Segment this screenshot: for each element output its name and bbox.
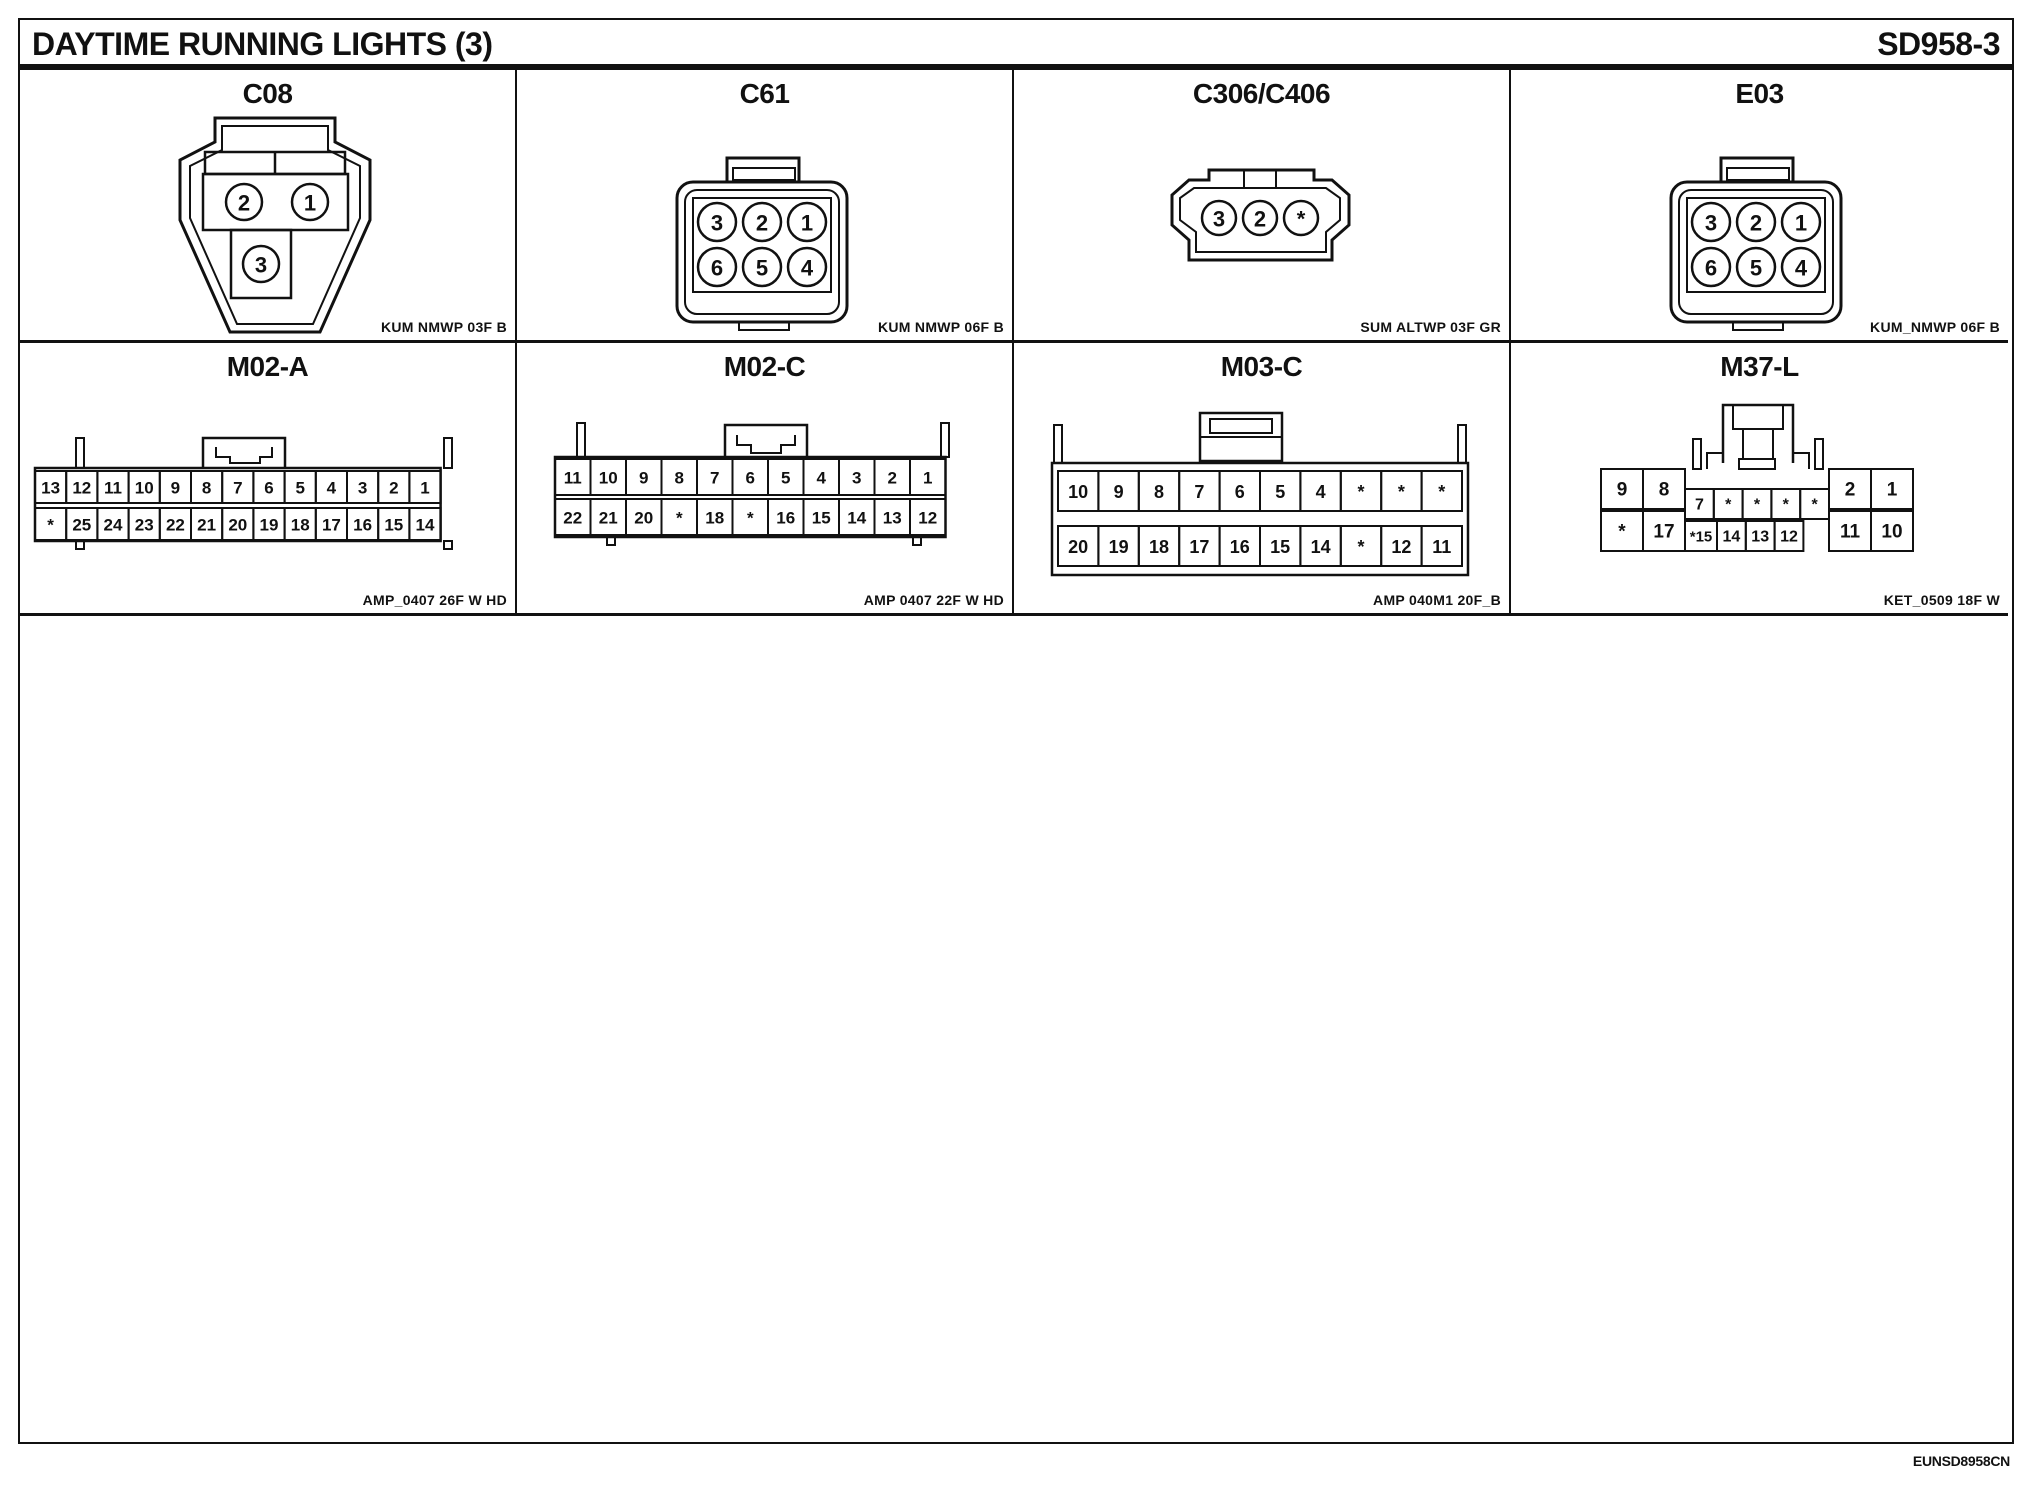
pin-label: 8 [201,478,212,498]
pin-label: 6 [1234,482,1245,502]
pin-label: 2 [1253,206,1267,232]
pin-label: 11 [1432,537,1452,557]
pin-label: 10 [1068,482,1089,502]
pin-label: 14 [847,508,867,528]
pin-label: 5 [295,478,305,498]
pin-label: 3 [710,210,724,236]
pin-label: * [1782,496,1789,514]
pin-label: 3 [357,478,368,498]
pin-label: 13 [41,478,61,498]
pin-label: * [675,508,683,528]
connector-c306-c406 [1014,70,1511,343]
pin-label: 10 [1881,521,1903,543]
pin-label: 13 [1751,528,1770,546]
pin-label: 3 [1212,206,1226,232]
pin-label: 7 [1194,482,1205,502]
pin-label: 16 [353,515,373,535]
pin-label: 18 [1148,537,1170,557]
connector-part-number: AMP 040M1 20F_B [1373,592,1501,608]
pin-label: 12 [1780,528,1798,546]
pin-label: 23 [134,515,154,535]
pin-label: 5 [781,468,791,488]
pin-label: 2 [1749,210,1763,236]
pin-label: *15 [1689,528,1713,546]
pin-label: 18 [290,515,310,535]
pin-label: * [1397,482,1405,502]
pin-label: * [1357,482,1365,502]
connector-name: M37-L [1720,351,1799,382]
pin-label: 21 [197,515,217,535]
pin-label: 11 [104,478,122,498]
pin-label: 19 [259,515,279,535]
pin-label: 7 [710,468,720,488]
pin-label: 15 [1270,537,1291,557]
pin-label: 6 [1704,255,1718,281]
diagram-sheet [18,18,2014,1444]
connector-name: C306/C406 [1192,78,1331,109]
pin-label: 8 [674,468,684,488]
pin-label: 1 [1886,479,1898,501]
pin-label: 20 [634,508,654,528]
pin-label: * [1438,482,1446,502]
pin-label: 3 [852,468,862,488]
pin-label: 7 [1694,496,1704,514]
pin-label: 24 [103,515,123,535]
connector-part-number: SUM ALTWP 03F GR [1360,319,1501,335]
connector-m37l-face [1511,343,2008,616]
connector-part-number: AMP_0407 26F W HD [362,592,507,608]
connector-name: C61 [739,78,790,109]
connector-name: M02-C [723,351,806,382]
pin-label: 5 [755,255,769,281]
pin-label: 12 [918,508,938,528]
pin-label: 9 [170,478,181,498]
pin-label: 10 [134,478,154,498]
pin-label: 4 [1794,255,1808,281]
pin-label: 3 [1704,210,1718,236]
pin-label: 9 [1113,482,1124,502]
sheet-code: SD958-3 [1877,26,2000,62]
pin-label: 17 [1189,537,1210,557]
pin-label: 14 [415,515,435,535]
connector-c08-face [20,70,517,343]
pin-label: 6 [745,468,755,488]
pin-label: 9 [1616,479,1628,501]
pin-label: 19 [1108,537,1129,557]
page-title: DAYTIME RUNNING LIGHTS (3) [32,26,493,62]
pin-label: 5 [1749,255,1763,281]
pin-label: 13 [882,508,902,528]
connector-c08 [20,70,517,343]
pin-label: * [1357,537,1365,557]
pin-label: 20 [1068,537,1089,557]
pin-label: 1 [303,190,317,216]
connector-name: M02-A [226,351,309,382]
pin-label: 11 [1839,521,1861,543]
pin-label: 2 [755,210,769,236]
pin-label: 1 [420,478,430,498]
pin-label: 16 [776,508,796,528]
connector-c306-face [1014,70,1511,343]
connector-name: E03 [1735,78,1784,109]
pin-label: * [1725,496,1732,514]
connector-m02c-face [517,343,1014,616]
connector-e03 [1511,70,2008,343]
pin-label: 11 [563,468,582,488]
pin-label: 2 [389,478,399,498]
connector-c61 [517,70,1014,343]
pin-label: 1 [1794,210,1808,236]
pin-label: * [1753,496,1761,514]
pin-label: 1 [923,468,933,488]
pin-label: 14 [1310,537,1331,557]
pin-label: 8 [1153,482,1165,502]
pin-label: 22 [165,515,185,535]
connector-part-number: KUM NMWP 06F B [877,319,1004,335]
connector-part-number: KUM NMWP 03F B [380,319,507,335]
pin-label: 9 [639,468,649,488]
pin-label: 6 [710,255,724,281]
pin-label: 2 [237,190,251,216]
pin-label: 25 [72,515,92,535]
connector-c61-face [517,70,1014,343]
pin-label: 14 [1722,528,1741,546]
pin-label: 17 [1653,521,1675,543]
connector-name: C08 [242,78,293,109]
pin-label: 17 [321,515,341,535]
connector-m02-c [517,343,1014,616]
connector-part-number: AMP 0407 22F W HD [863,592,1004,608]
pin-label: 12 [72,478,92,498]
pin-label: 2 [887,468,897,488]
connector-m02-a [20,343,517,616]
connector-name: M03-C [1220,351,1303,382]
pin-label: 21 [598,508,618,528]
pin-label: 12 [1391,537,1412,557]
pin-label: 4 [800,255,814,281]
pin-label: 4 [1315,482,1326,502]
connector-m37-l [1511,343,2008,616]
pin-label: 10 [598,468,618,488]
pin-label: * [47,515,54,535]
pin-label: 7 [233,478,243,498]
pin-label: 22 [563,508,583,528]
pin-label: 5 [1275,482,1286,502]
pin-label: 1 [800,210,814,236]
drawing-reference: EUNSD8958CN [1912,1453,2010,1469]
pin-label: 2 [1844,479,1856,501]
pin-label: 8 [1658,479,1670,501]
pin-label: * [746,508,754,528]
pin-label: 15 [384,515,404,535]
pin-label: * [1296,206,1306,232]
pin-label: 3 [254,252,268,278]
pin-label: * [1618,521,1626,543]
connector-m03-c [1014,343,1511,616]
pin-label: * [1811,496,1818,514]
pin-label: 18 [705,508,725,528]
pin-label: 20 [228,515,248,535]
pin-label: 16 [1229,537,1250,557]
connector-e03-face [1511,70,2008,343]
sheet-header [20,20,2012,70]
connector-part-number: KUM_NMWP 06F B [1870,319,2000,335]
pin-label: 4 [816,468,826,488]
connector-m02a-face [20,343,517,616]
connector-part-number: KET_0509 18F W [1883,592,2000,608]
pin-label: 4 [326,478,337,498]
connector-m03c-face [1014,343,1511,616]
pin-label: 6 [264,478,274,498]
pin-label: 15 [811,508,831,528]
